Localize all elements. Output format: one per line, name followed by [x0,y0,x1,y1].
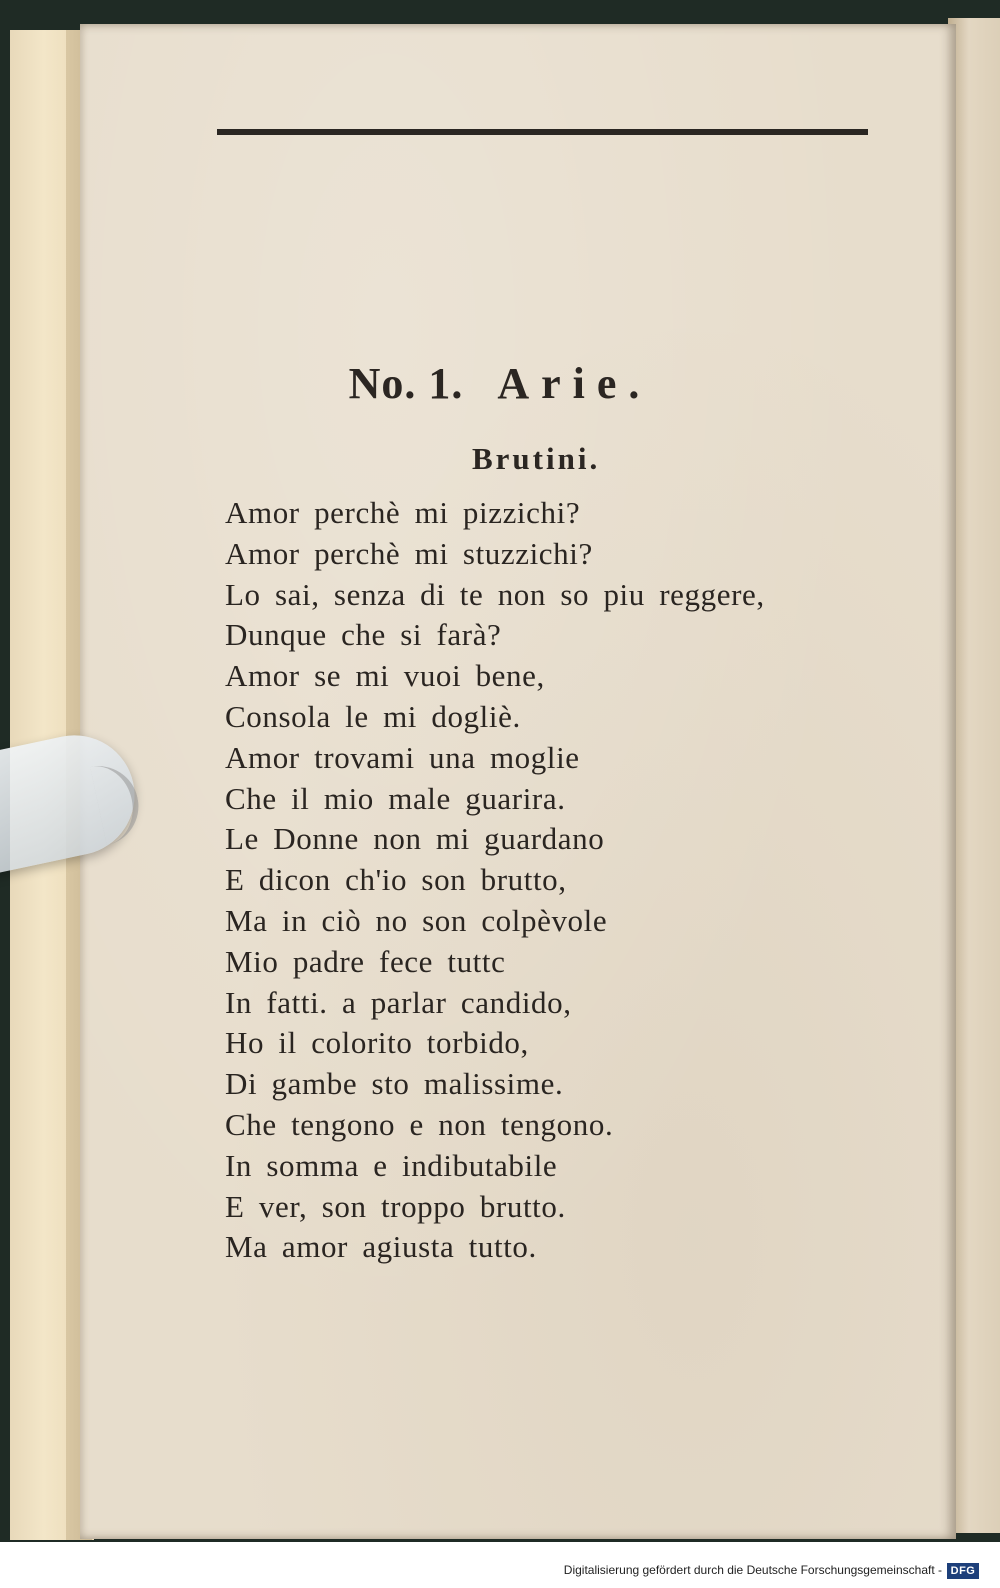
verse-line: Amor trovami una moglie [225,739,580,775]
verse-text [225,493,925,1268]
verse-line: Amor perchè mi stuzzichi? [225,535,593,571]
verse-line: Che il mio male guarira. [225,780,566,816]
digitization-credit: Digitalisierung gefördert durch die Deutsche Forschungsgemeinschaft - [563,1563,942,1577]
verse-line: E ver, son troppo brutto. [225,1188,566,1224]
verse-line: Mio padre fece tuttc [225,943,506,979]
verse-line: E dicon ch'io son brutto, [225,862,567,898]
top-rule [217,129,868,135]
page-title [0,358,1000,409]
verse-line: Lo sai, senza di te non so piu reggere, [225,576,765,612]
title-word: Arie. [497,359,652,408]
dfg-logo: DFG [947,1563,979,1579]
verse-line: Ho il colorito torbido, [225,1025,529,1061]
verse-line: In fatti. a parlar candido, [225,984,572,1020]
verse-line: Amor perchè mi pizzichi? [225,495,581,530]
character-name: Brutini. [472,441,601,476]
verse-line: Amor se mi vuoi bene, [225,658,545,694]
verse-line: Le Donne non mi guardano [225,821,605,857]
verse-line: Consola le mi dogliè. [225,698,521,734]
verse-line: Che tengono e non tengono. [225,1106,614,1142]
verse-line: In somma e indibutabile [225,1147,558,1183]
verse-line: Ma amor agiusta tutto. [225,1229,537,1265]
verse-line: Ma in ciò no son colpèvole [225,902,608,938]
title-number: No. 1. [348,359,464,408]
verse-line: Dunque che si farà? [225,617,502,653]
verse-line: Di gambe sto malissime. [225,1066,564,1102]
